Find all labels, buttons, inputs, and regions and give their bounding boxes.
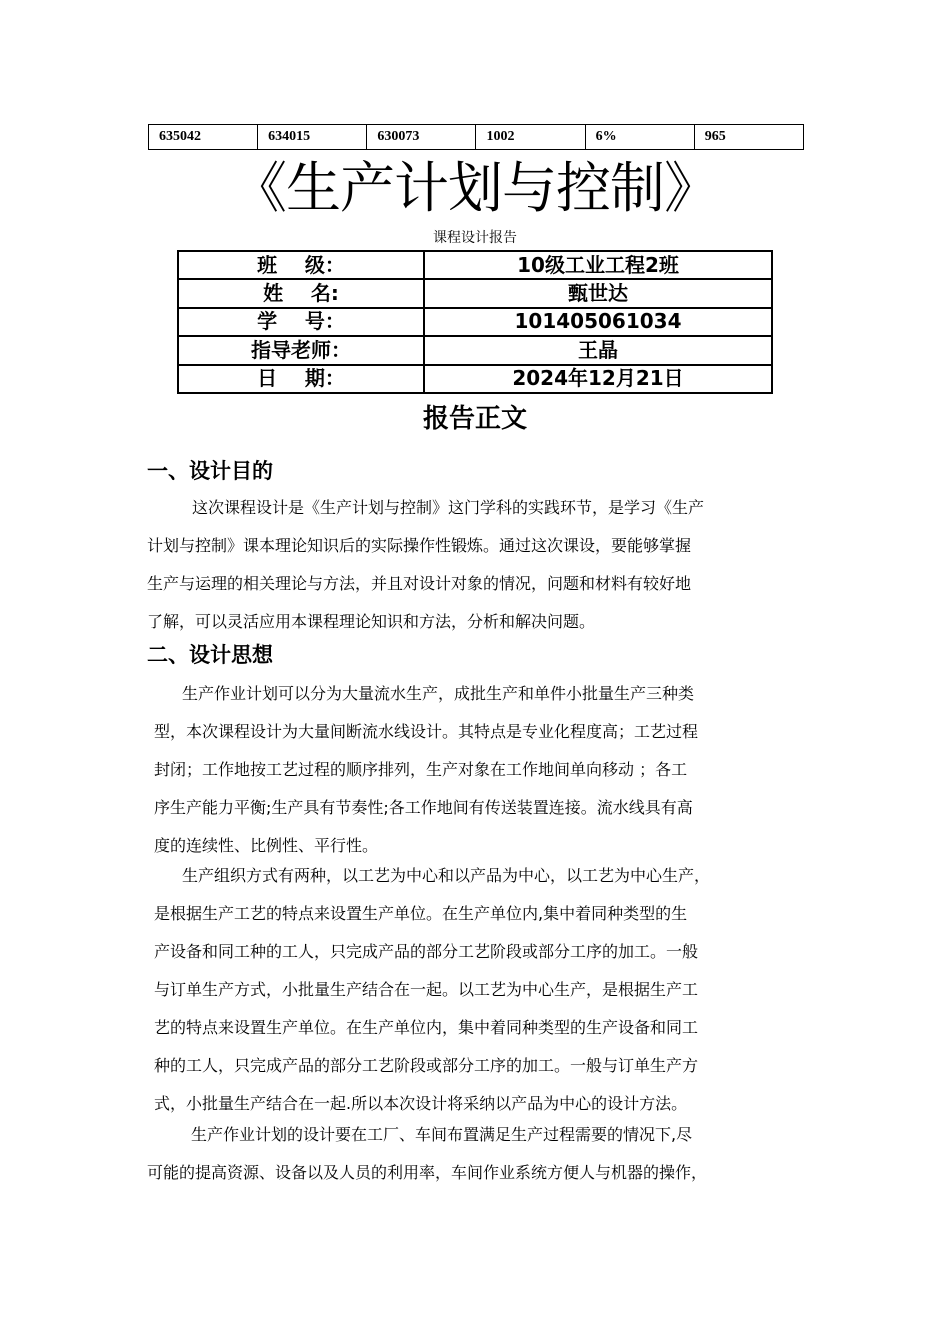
code-cell: 630073 — [367, 125, 476, 150]
info-row-advisor — [178, 336, 772, 364]
info-value: 2024年12月21日 — [424, 365, 772, 393]
text-line: 生产作业计划可以分为大量流水生产，成批生产和单件小批量生产三种类 — [182, 684, 695, 703]
text-line: 种的工人，只完成产品的部分工艺阶段或部分工序的加工。一般与订单生产方 — [154, 1056, 699, 1075]
text-line: 与订单生产方式，小批量生产结合在一起。以工艺为中心生产，是根据生产工 — [154, 980, 699, 999]
heading-design-idea: 二、设计思想 — [147, 643, 273, 667]
text-line: 式，小批量生产结合在一起.所以本次设计将采纳以产品为中心的设计方法。 — [154, 1094, 688, 1113]
info-label: 指导老师： — [178, 336, 424, 364]
paragraph-idea-2 — [154, 857, 820, 1123]
text-line: 度的连续性、比例性、平行性。 — [154, 836, 379, 855]
info-label: 姓 名: — [178, 279, 424, 307]
text-line: 了解，可以灵活应用本课程理论知识和方法，分析和解决问题。 — [147, 612, 596, 631]
info-row-name — [178, 279, 772, 307]
info-value: 101405061034 — [424, 308, 772, 336]
paragraph-purpose — [147, 489, 807, 641]
text-line: 型，本次课程设计为大量间断流水线设计。其特点是专业化程度高；工艺过程 — [154, 722, 699, 741]
text-line: 产设备和同工种的工人，只完成产品的部分工艺阶段或部分工序的加工。一般 — [154, 942, 699, 961]
info-label: 日 期： — [178, 365, 424, 393]
text-line: 序生产能力平衡;生产具有节奏性;各工作地间有传送装置连接。流水线具有高 — [154, 798, 693, 817]
heading-design-purpose: 一、设计目的 — [147, 459, 273, 483]
info-row-class — [178, 251, 772, 279]
info-value: 甄世达 — [424, 279, 772, 307]
code-cell: 6% — [585, 125, 694, 150]
info-value: 10级工业工程2班 — [424, 251, 772, 279]
info-row-id — [178, 308, 772, 336]
document-title: 《生产计划与控制》 — [231, 156, 718, 220]
paragraph-idea-1 — [154, 675, 809, 865]
code-cell: 635042 — [149, 125, 258, 150]
info-value: 王晶 — [424, 336, 772, 364]
info-label: 学 号： — [178, 308, 424, 336]
text-line: 艺的特点来设置生产单位。在生产单位内，集中着同种类型的生产设备和同工 — [154, 1018, 699, 1037]
text-line: 生产作业计划的设计要在工厂、车间布置满足生产过程需要的情况下,尽 — [191, 1125, 693, 1144]
code-row — [149, 125, 804, 150]
text-line: 生产组织方式有两种，以工艺为中心和以产品为中心，以工艺为中心生产， — [182, 866, 711, 885]
text-line: 封闭；工作地按工艺过程的顺序排列，生产对象在工作地间单向移动 ；各工 — [154, 760, 688, 779]
info-row-date — [178, 365, 772, 393]
document-subtitle: 课程设计报告 — [433, 230, 517, 246]
code-table — [148, 124, 804, 150]
code-cell: 965 — [694, 125, 803, 150]
section-title: 报告正文 — [422, 404, 527, 434]
text-line: 这次课程设计是《生产计划与控制》这门学科的实践环节，是学习《生产 — [192, 498, 705, 517]
text-line: 计划与控制》课本理论知识后的实际操作性锻炼。通过这次课设，要能够掌握 — [147, 536, 692, 555]
info-table — [177, 250, 773, 394]
code-cell: 634015 — [258, 125, 367, 150]
text-line: 可能的提高资源、设备以及人员的利用率，车间作业系统方便人与机器的操作， — [147, 1163, 708, 1182]
paragraph-idea-3 — [147, 1116, 819, 1192]
text-line: 是根据生产工艺的特点来设置生产单位。在生产单位内,集中着同种类型的生 — [154, 904, 688, 923]
code-cell: 1002 — [476, 125, 585, 150]
text-line: 生产与运理的相关理论与方法，并且对设计对象的情况，问题和材料有较好地 — [147, 574, 692, 593]
info-label: 班 级： — [178, 251, 424, 279]
